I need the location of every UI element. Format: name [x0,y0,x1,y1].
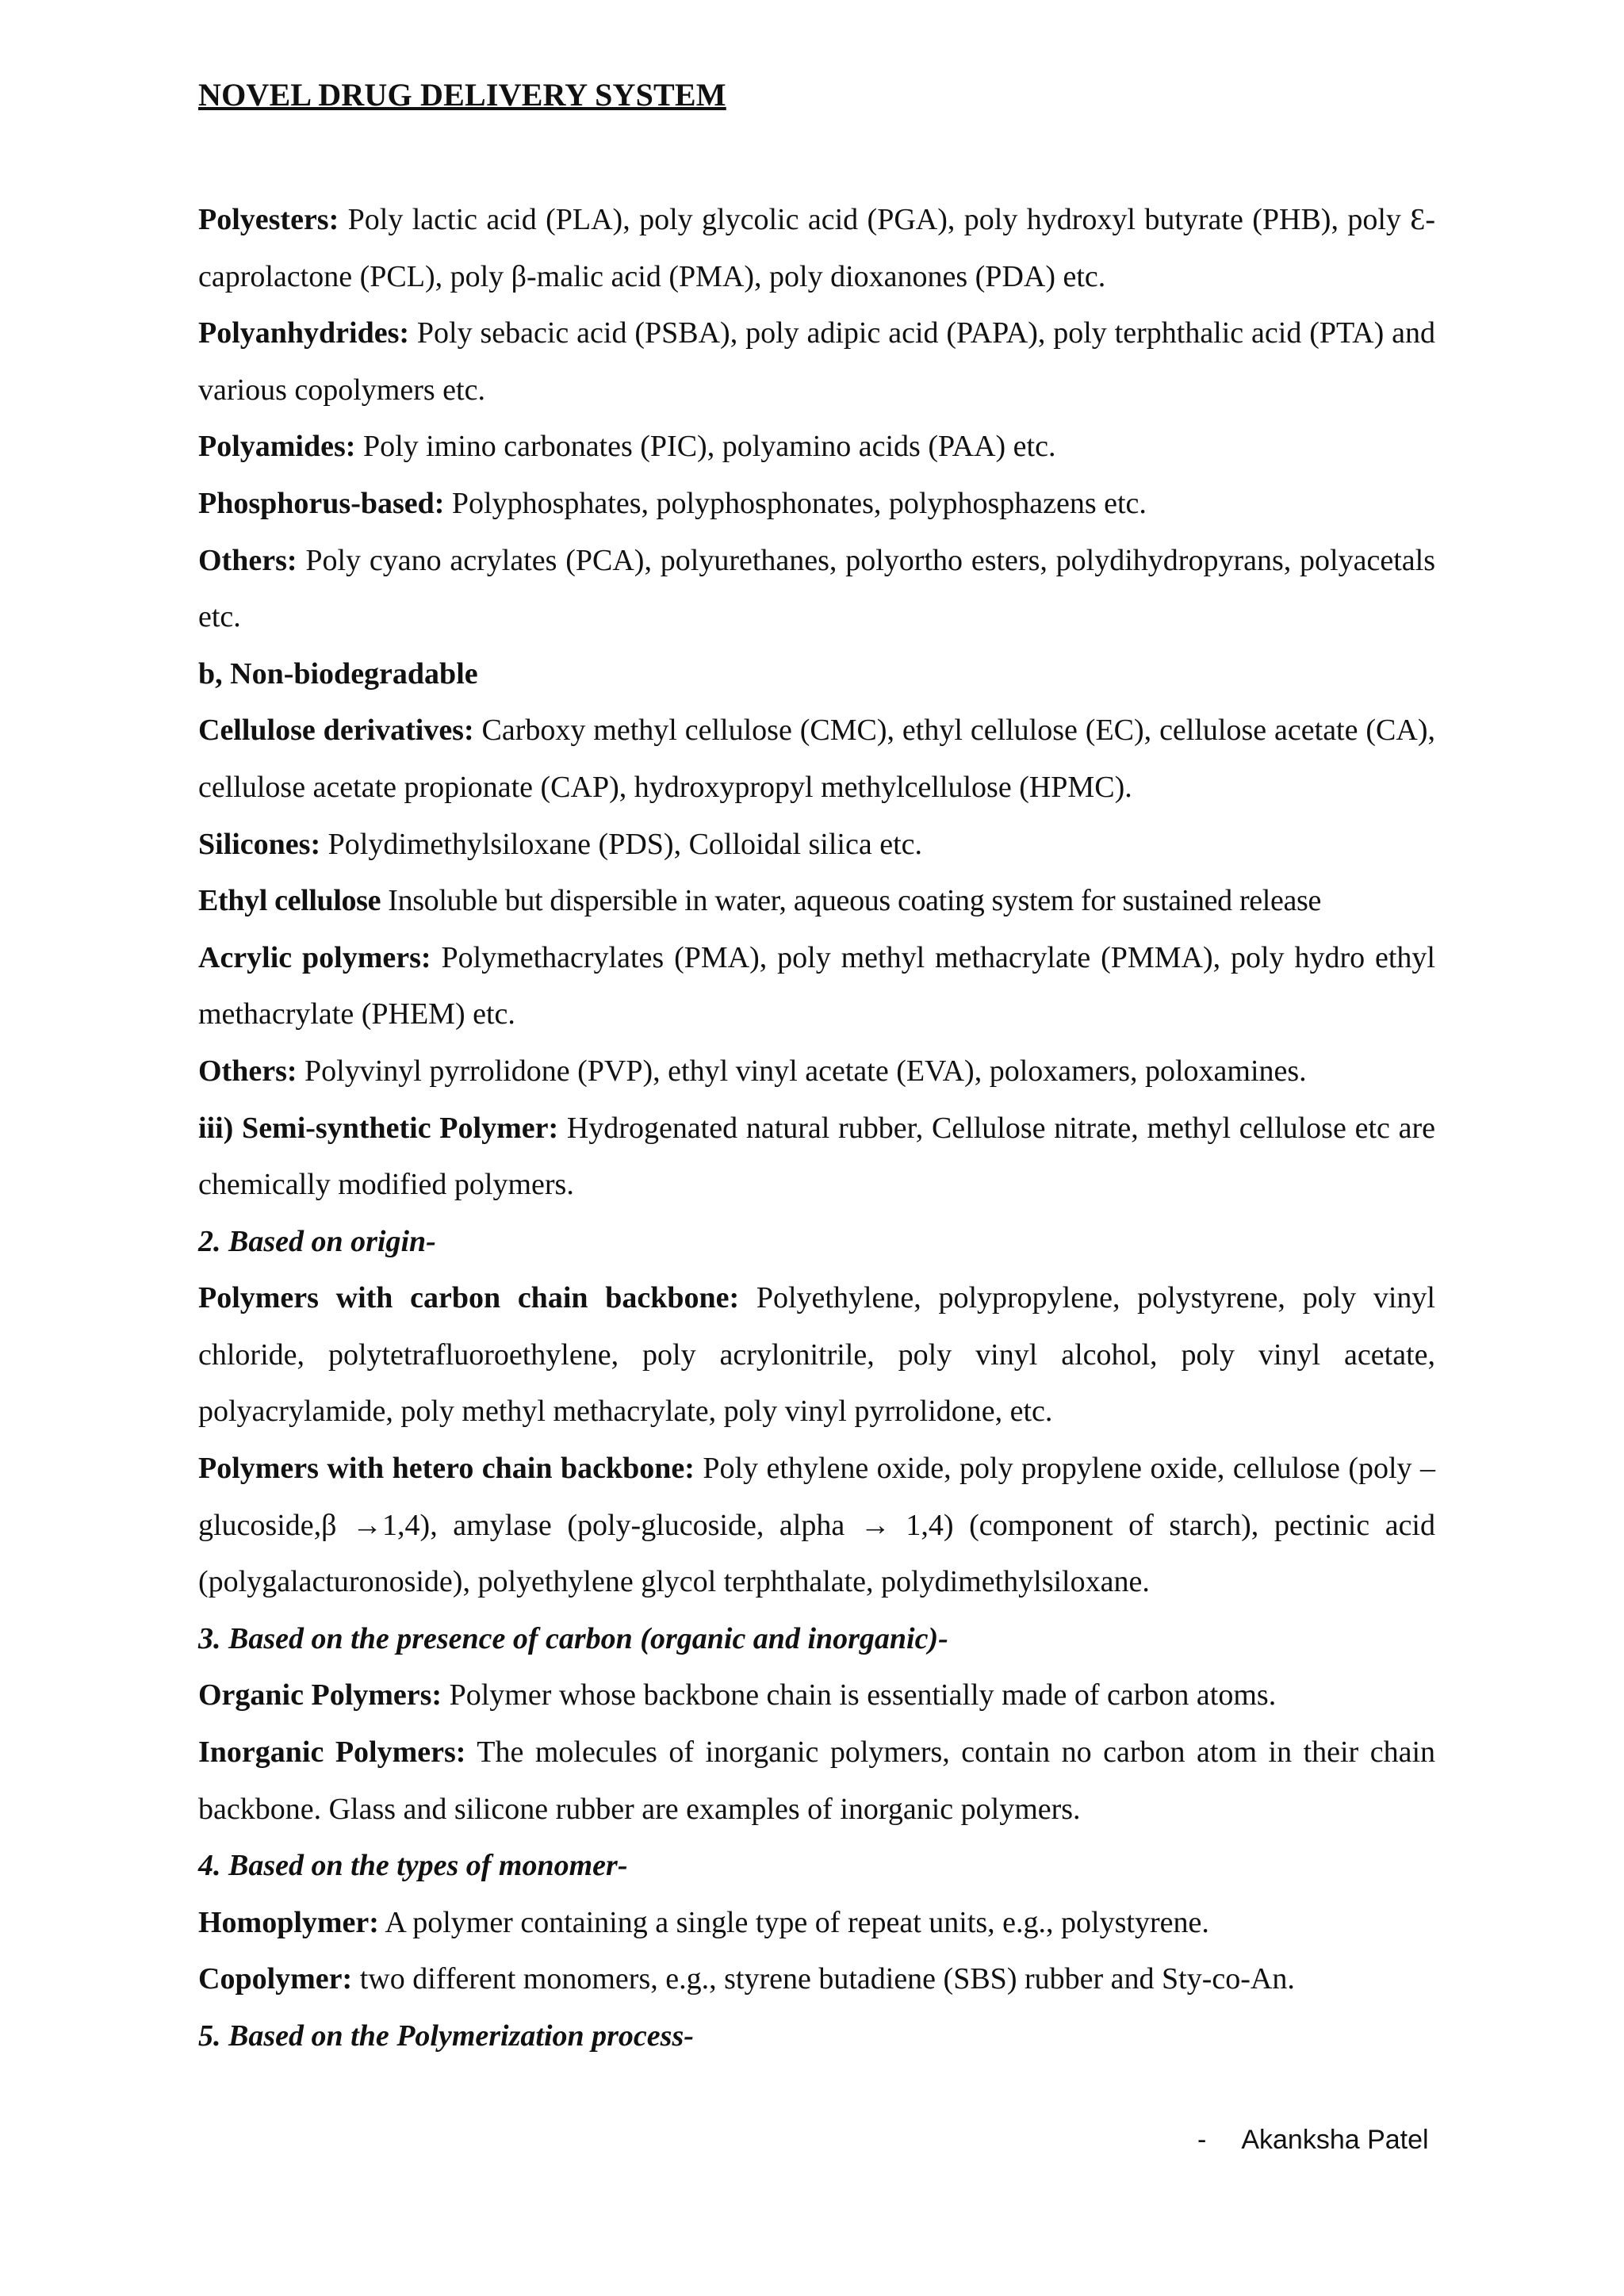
paragraph-semi-synthetic [198,1100,1435,1214]
term-text: Poly imino carbonates (PIC), polyamino acids (PAA) etc. [355,430,1056,464]
term-text: Carboxy methyl cellulose (CMC), ethyl cellulose (EC), cellulose acetate (CA), cellulose acetate propionate (CAP), hydroxypropyl methylcellulose (HPMC). [198,714,1435,804]
footer-dash: - [1197,2125,1207,2155]
term-label: Polymers with carbon chain backbone: [198,1281,740,1315]
term-label: Cellulose derivatives: [198,714,474,748]
paragraph-others-biodegradable [198,533,1435,646]
term-text: Polymer whose backbone chain is essentially made of carbon atoms. [442,1678,1277,1712]
section-heading: 4. Based on the types of monomer- [198,1849,628,1883]
page-footer [1197,2125,1429,2156]
paragraph-polyesters [198,192,1435,305]
section-heading-monomer [198,1838,1435,1895]
paragraph-ethyl-cellulose [198,873,1435,930]
term-label: b, Non-biodegradable [198,656,478,691]
term-text: Poly sebacic acid (PSBA), poly adipic acid (PAPA), poly terphthalic acid (PTA) and various copolymers etc. [198,316,1435,407]
term-text: two different monomers, e.g., styrene butadiene (SBS) rubber and Sty-co-An. [352,1962,1295,1996]
paragraph-hetero-chain [198,1441,1435,1611]
section-heading-polymerization [198,2008,1435,2065]
term-label: iii) Semi-synthetic Polymer: [198,1111,559,1145]
term-label: Ethyl cellulose [198,884,381,918]
section-heading-origin [198,1214,1435,1271]
term-text: Polyethylene, polypropylene, polystyrene, poly vinyl chloride, polytetrafluoroethylene, poly acrylonitrile, poly vinyl alcohol, poly vinyl acetate, polyacrylamide, poly methyl methacrylate, poly vinyl pyrrolidone, etc. [198,1281,1435,1429]
term-text: The molecules of inorganic polymers, contain no carbon atom in their chain backbone. Glass and silicone rubber are examples of inorganic polymers. [198,1735,1435,1826]
paragraph-carbon-chain [198,1270,1435,1441]
subheading-non-biodegradable [198,646,1435,703]
paragraph-phosphorus-based [198,476,1435,533]
term-label: Polyanhydrides: [198,316,410,350]
term-text: Insoluble but dispersible in water, aqueous coating system for sustained release [381,884,1321,918]
paragraph-inorganic-polymers [198,1724,1435,1838]
author-name: Akanksha Patel [1241,2125,1429,2155]
term-text: A polymer containing a single type of repeat units, e.g., polystyrene. [378,1905,1209,1939]
section-heading: 2. Based on origin- [198,1224,436,1258]
term-label: Phosphorus-based: [198,486,445,520]
section-heading-carbon [198,1611,1435,1668]
paragraph-acrylic-polymers [198,930,1435,1043]
term-text: Poly ethylene oxide, poly propylene oxide, cellulose (poly –glucoside,β →1,4), amylase (poly-glucoside, alpha → 1,4) (component of starch), pectinic acid (polygalacturonoside), polyethylene glycol terphthalate, polydimethylsiloxane. [198,1452,1436,1599]
term-text: Polyphosphates, polyphosphonates, polyphosphazens etc. [444,486,1147,520]
term-label: Polyesters: [198,203,339,236]
term-text: Polydimethylsiloxane (PDS), Colloidal silica etc. [320,827,922,861]
term-label: Silicones: [198,827,321,861]
term-label: Organic Polymers: [198,1678,442,1712]
term-label: Homoplymer: [198,1905,379,1939]
term-label: Others: [198,1054,297,1088]
term-label: Others: [198,543,297,577]
term-text: Poly lactic acid (PLA), poly glycolic acid (PGA), poly hydroxyl butyrate (PHB), poly Ɛ-caprolactone (PCL), poly β-malic acid (PMA), poly dioxanones (PDA) etc. [198,203,1435,293]
term-label: Copolymer: [198,1962,353,1996]
paragraph-cellulose-derivatives [198,702,1435,816]
paragraph-others-non-biodegradable [198,1043,1435,1100]
term-label: Inorganic Polymers: [198,1735,466,1770]
term-text: Polyvinyl pyrrolidone (PVP), ethyl vinyl acetate (EVA), poloxamers, poloxamines. [297,1054,1307,1088]
term-text: Poly cyano acrylates (PCA), polyurethanes, polyortho esters, polydihydropyrans, polyacetals etc. [198,543,1435,634]
paragraph-homopolymer [198,1895,1435,1952]
term-label: Polymers with hetero chain backbone: [198,1452,695,1486]
section-heading: 5. Based on the Polymerization process- [198,2019,694,2053]
document-body [198,192,1435,2065]
term-label: Polyamides: [198,430,356,464]
paragraph-copolymer [198,1951,1435,2008]
term-text: Hydrogenated natural rubber, Cellulose nitrate, methyl cellulose etc are chemically modified polymers. [198,1111,1435,1202]
page-title: NOVEL DRUG DELIVERY SYSTEM [198,77,726,113]
section-heading: 3. Based on the presence of carbon (organic and inorganic)- [198,1621,948,1655]
paragraph-organic-polymers [198,1667,1435,1724]
term-label: Acrylic polymers: [198,940,431,974]
paragraph-silicones [198,817,1435,874]
paragraph-polyamides [198,419,1435,476]
paragraph-polyanhydrides [198,305,1435,419]
term-text: Polymethacrylates (PMA), poly methyl methacrylate (PMMA), poly hydro ethyl methacrylate (PHEM) etc. [198,940,1435,1031]
